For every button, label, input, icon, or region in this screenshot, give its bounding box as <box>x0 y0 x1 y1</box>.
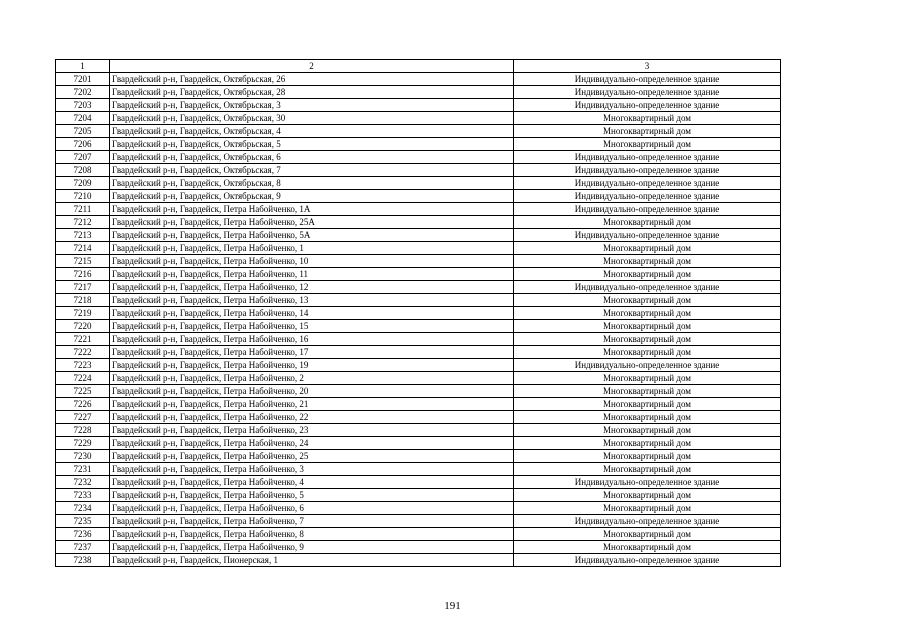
row-number-cell: 7204 <box>56 112 110 125</box>
row-number-cell: 7205 <box>56 125 110 138</box>
row-number-cell: 7224 <box>56 372 110 385</box>
building-type-cell: Многоквартирный дом <box>514 372 781 385</box>
address-cell: Гвардейский р-н, Гвардейск, Петра Набойченко, 22 <box>110 411 514 424</box>
row-number-cell: 7212 <box>56 216 110 229</box>
table-row <box>56 177 781 190</box>
building-type-cell: Многоквартирный дом <box>514 437 781 450</box>
building-type-cell: Многоквартирный дом <box>514 450 781 463</box>
address-cell: Гвардейский р-н, Гвардейск, Петра Набойченко, 9 <box>110 541 514 554</box>
row-number-cell: 7216 <box>56 268 110 281</box>
row-number-cell: 7219 <box>56 307 110 320</box>
row-number-cell: 7217 <box>56 281 110 294</box>
table-row <box>56 73 781 86</box>
building-type-cell: Индивидуально-определенное здание <box>514 99 781 112</box>
address-cell: Гвардейский р-н, Гвардейск, Октябрьская, 26 <box>110 73 514 86</box>
building-type-cell: Индивидуально-определенное здание <box>514 515 781 528</box>
address-cell: Гвардейский р-н, Гвардейск, Петра Набойченко, 1А <box>110 203 514 216</box>
building-type-cell: Многоквартирный дом <box>514 411 781 424</box>
table-row <box>56 489 781 502</box>
row-number-cell: 7215 <box>56 255 110 268</box>
table-row <box>56 203 781 216</box>
row-number-cell: 7234 <box>56 502 110 515</box>
table-row <box>56 372 781 385</box>
building-type-cell: Многоквартирный дом <box>514 528 781 541</box>
row-number-cell: 7220 <box>56 320 110 333</box>
address-cell: Гвардейский р-н, Гвардейск, Петра Набойченко, 1 <box>110 242 514 255</box>
building-type-cell: Индивидуально-определенное здание <box>514 177 781 190</box>
address-cell: Гвардейский р-н, Гвардейск, Петра Набойченко, 25 <box>110 450 514 463</box>
address-cell: Гвардейский р-н, Гвардейск, Петра Набойченко, 12 <box>110 281 514 294</box>
building-type-cell: Индивидуально-определенное здание <box>514 73 781 86</box>
building-type-cell: Индивидуально-определенное здание <box>514 164 781 177</box>
address-cell: Гвардейский р-н, Гвардейск, Петра Набойченко, 10 <box>110 255 514 268</box>
row-number-cell: 7206 <box>56 138 110 151</box>
address-cell: Гвардейский р-н, Гвардейск, Октябрьская, 7 <box>110 164 514 177</box>
address-cell: Гвардейский р-н, Гвардейск, Октябрьская, 4 <box>110 125 514 138</box>
table-row <box>56 294 781 307</box>
row-number-cell: 7221 <box>56 333 110 346</box>
table-row <box>56 385 781 398</box>
address-cell: Гвардейский р-н, Гвардейск, Петра Набойченко, 2 <box>110 372 514 385</box>
row-number-cell: 7201 <box>56 73 110 86</box>
header-cell-1: 1 <box>56 60 110 73</box>
row-number-cell: 7225 <box>56 385 110 398</box>
table-row <box>56 268 781 281</box>
address-cell: Гвардейский р-н, Гвардейск, Петра Набойченко, 24 <box>110 437 514 450</box>
table-row <box>56 333 781 346</box>
address-cell: Гвардейский р-н, Гвардейск, Петра Набойченко, 19 <box>110 359 514 372</box>
table-row <box>56 320 781 333</box>
table-row <box>56 528 781 541</box>
row-number-cell: 7238 <box>56 554 110 567</box>
table-header-row <box>56 60 781 73</box>
table-row <box>56 229 781 242</box>
table-row <box>56 255 781 268</box>
building-type-cell: Многоквартирный дом <box>514 216 781 229</box>
row-number-cell: 7233 <box>56 489 110 502</box>
building-type-cell: Индивидуально-определенное здание <box>514 86 781 99</box>
header-cell-2: 2 <box>110 60 514 73</box>
table-row <box>56 411 781 424</box>
table-row <box>56 541 781 554</box>
table-row <box>56 307 781 320</box>
row-number-cell: 7214 <box>56 242 110 255</box>
address-cell: Гвардейский р-н, Гвардейск, Октябрьская, 30 <box>110 112 514 125</box>
table-row <box>56 359 781 372</box>
building-type-cell: Многоквартирный дом <box>514 541 781 554</box>
table-row <box>56 164 781 177</box>
address-cell: Гвардейский р-н, Гвардейск, Петра Набойченко, 25А <box>110 216 514 229</box>
address-cell: Гвардейский р-н, Гвардейск, Петра Набойченко, 15 <box>110 320 514 333</box>
table-row <box>56 242 781 255</box>
building-type-cell: Индивидуально-определенное здание <box>514 190 781 203</box>
row-number-cell: 7207 <box>56 151 110 164</box>
building-type-cell: Индивидуально-определенное здание <box>514 203 781 216</box>
building-type-cell: Многоквартирный дом <box>514 385 781 398</box>
building-type-cell: Многоквартирный дом <box>514 307 781 320</box>
building-type-cell: Индивидуально-определенное здание <box>514 151 781 164</box>
address-cell: Гвардейский р-н, Гвардейск, Октябрьская, 28 <box>110 86 514 99</box>
row-number-cell: 7203 <box>56 99 110 112</box>
building-type-cell: Многоквартирный дом <box>514 333 781 346</box>
table-row <box>56 151 781 164</box>
row-number-cell: 7227 <box>56 411 110 424</box>
row-number-cell: 7213 <box>56 229 110 242</box>
row-number-cell: 7231 <box>56 463 110 476</box>
row-number-cell: 7218 <box>56 294 110 307</box>
address-cell: Гвардейский р-н, Гвардейск, Петра Набойченко, 7 <box>110 515 514 528</box>
building-type-cell: Многоквартирный дом <box>514 489 781 502</box>
row-number-cell: 7210 <box>56 190 110 203</box>
building-type-cell: Индивидуально-определенное здание <box>514 281 781 294</box>
building-type-cell: Индивидуально-определенное здание <box>514 476 781 489</box>
address-cell: Гвардейский р-н, Гвардейск, Октябрьская, 8 <box>110 177 514 190</box>
table-row <box>56 99 781 112</box>
address-cell: Гвардейский р-н, Гвардейск, Петра Набойченко, 23 <box>110 424 514 437</box>
data-table <box>55 59 781 567</box>
building-type-cell: Многоквартирный дом <box>514 424 781 437</box>
address-cell: Гвардейский р-н, Гвардейск, Петра Набойченко, 14 <box>110 307 514 320</box>
table-row <box>56 424 781 437</box>
address-cell: Гвардейский р-н, Гвардейск, Октябрьская, 3 <box>110 99 514 112</box>
page-number: 191 <box>444 600 461 612</box>
row-number-cell: 7222 <box>56 346 110 359</box>
building-type-cell: Многоквартирный дом <box>514 138 781 151</box>
address-cell: Гвардейский р-н, Гвардейск, Октябрьская, 6 <box>110 151 514 164</box>
building-type-cell: Многоквартирный дом <box>514 398 781 411</box>
row-number-cell: 7223 <box>56 359 110 372</box>
address-cell: Гвардейский р-н, Гвардейск, Октябрьская, 9 <box>110 190 514 203</box>
table-row <box>56 190 781 203</box>
row-number-cell: 7237 <box>56 541 110 554</box>
building-type-cell: Многоквартирный дом <box>514 320 781 333</box>
building-type-cell: Многоквартирный дом <box>514 502 781 515</box>
table-row <box>56 502 781 515</box>
address-cell: Гвардейский р-н, Гвардейск, Петра Набойченко, 4 <box>110 476 514 489</box>
table-row <box>56 281 781 294</box>
building-type-cell: Многоквартирный дом <box>514 268 781 281</box>
building-type-cell: Многоквартирный дом <box>514 346 781 359</box>
address-cell: Гвардейский р-н, Гвардейск, Петра Набойченко, 5А <box>110 229 514 242</box>
building-type-cell: Многоквартирный дом <box>514 242 781 255</box>
table-row <box>56 86 781 99</box>
building-type-cell: Индивидуально-определенное здание <box>514 554 781 567</box>
table-row <box>56 463 781 476</box>
row-number-cell: 7232 <box>56 476 110 489</box>
row-number-cell: 7211 <box>56 203 110 216</box>
table-row <box>56 437 781 450</box>
address-cell: Гвардейский р-н, Гвардейск, Петра Набойченко, 21 <box>110 398 514 411</box>
table-row <box>56 216 781 229</box>
building-type-cell: Многоквартирный дом <box>514 112 781 125</box>
building-type-cell: Многоквартирный дом <box>514 255 781 268</box>
address-cell: Гвардейский р-н, Гвардейск, Октябрьская, 5 <box>110 138 514 151</box>
address-cell: Гвардейский р-н, Гвардейск, Петра Набойченко, 11 <box>110 268 514 281</box>
building-type-cell: Индивидуально-определенное здание <box>514 229 781 242</box>
table-row <box>56 515 781 528</box>
address-cell: Гвардейский р-н, Гвардейск, Петра Набойченко, 17 <box>110 346 514 359</box>
row-number-cell: 7202 <box>56 86 110 99</box>
address-cell: Гвардейский р-н, Гвардейск, Петра Набойченко, 20 <box>110 385 514 398</box>
table-row <box>56 554 781 567</box>
table-row <box>56 450 781 463</box>
building-type-cell: Многоквартирный дом <box>514 463 781 476</box>
row-number-cell: 7236 <box>56 528 110 541</box>
table-row <box>56 112 781 125</box>
address-cell: Гвардейский р-н, Гвардейск, Пионерская, 1 <box>110 554 514 567</box>
building-type-cell: Индивидуально-определенное здание <box>514 359 781 372</box>
address-cell: Гвардейский р-н, Гвардейск, Петра Набойченко, 5 <box>110 489 514 502</box>
address-cell: Гвардейский р-н, Гвардейск, Петра Набойченко, 3 <box>110 463 514 476</box>
address-cell: Гвардейский р-н, Гвардейск, Петра Набойченко, 16 <box>110 333 514 346</box>
building-type-cell: Многоквартирный дом <box>514 294 781 307</box>
address-cell: Гвардейский р-н, Гвардейск, Петра Набойченко, 13 <box>110 294 514 307</box>
row-number-cell: 7229 <box>56 437 110 450</box>
table-row <box>56 398 781 411</box>
header-cell-3: 3 <box>514 60 781 73</box>
row-number-cell: 7226 <box>56 398 110 411</box>
row-number-cell: 7230 <box>56 450 110 463</box>
row-number-cell: 7228 <box>56 424 110 437</box>
address-cell: Гвардейский р-н, Гвардейск, Петра Набойченко, 8 <box>110 528 514 541</box>
row-number-cell: 7235 <box>56 515 110 528</box>
building-type-cell: Многоквартирный дом <box>514 125 781 138</box>
table-row <box>56 138 781 151</box>
row-number-cell: 7208 <box>56 164 110 177</box>
table-row <box>56 476 781 489</box>
table-body <box>56 60 781 567</box>
table-row <box>56 125 781 138</box>
address-cell: Гвардейский р-н, Гвардейск, Петра Набойченко, 6 <box>110 502 514 515</box>
table-row <box>56 346 781 359</box>
row-number-cell: 7209 <box>56 177 110 190</box>
